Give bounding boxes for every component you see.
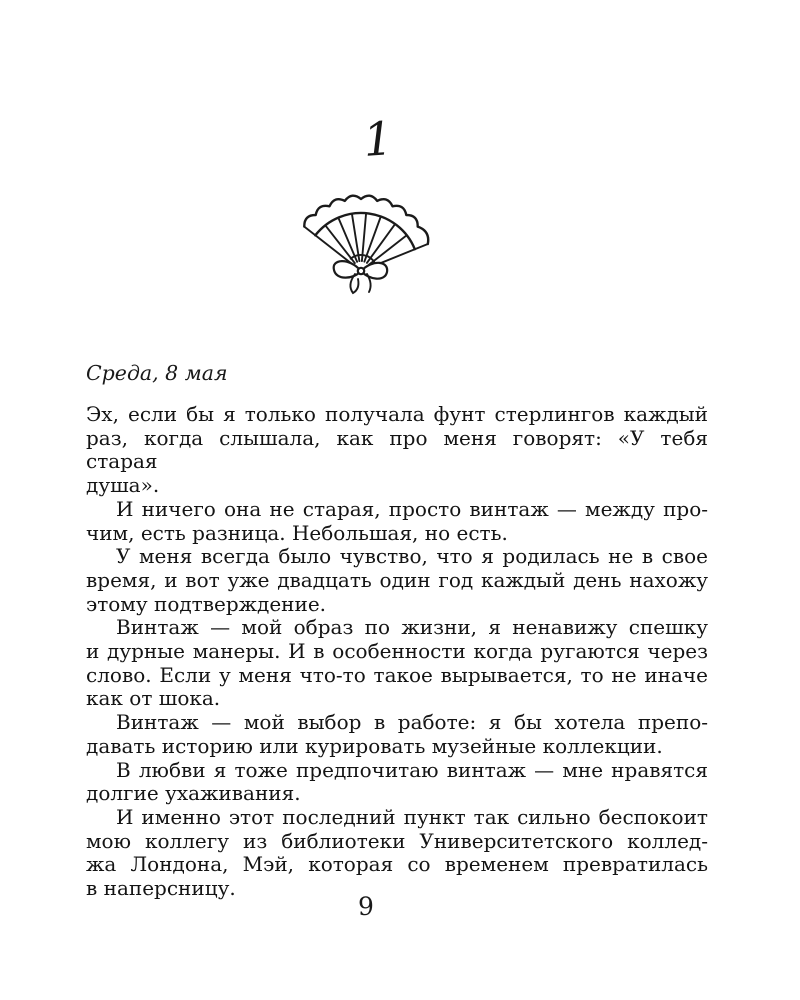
date-heading: Среда, 8 мая <box>86 361 228 385</box>
text-line: Винтаж — мой выбор в работе: я бы хотела препо- <box>116 710 708 735</box>
chapter-number: 1 <box>361 111 395 167</box>
text-line: и дурные манеры. И в особенности когда ругаются через <box>86 639 708 664</box>
text-line: долгие ухаживания. <box>86 781 301 806</box>
text-line: раз, когда слышала, как про меня говорят: «У тебя старая <box>86 425 708 474</box>
hand-fan-icon <box>297 185 447 305</box>
text-line: этому подтверждение. <box>86 591 327 616</box>
text-line: мою коллегу из библиотеки Университетского коллед- <box>86 828 708 853</box>
text-line: чим, есть разница. Небольшая, но есть. <box>86 520 508 545</box>
text-line: В любви я тоже предпочитаю винтаж — мне нравятся <box>116 757 708 782</box>
text-line: слово. Если у меня что-то такое вырывается, то не иначе <box>86 662 708 687</box>
text-line: Винтаж — мой образ по жизни, я ненавижу спешку <box>116 615 708 640</box>
text-line: как от шока. <box>86 686 221 711</box>
text-line: душа». <box>86 473 160 498</box>
text-line: жа Лондона, Мэй, которая со временем превратилась <box>86 852 708 877</box>
text-line: время, и вот уже двадцать один год каждый день нахожу <box>86 567 708 592</box>
text-line: И именно этот последний пункт так сильно беспокоит <box>116 804 708 829</box>
text-line: в наперсницу. <box>86 876 236 901</box>
body-text <box>86 403 708 901</box>
text-line: И ничего она не старая, просто винтаж — между про- <box>116 496 708 521</box>
text-line: Эх, если бы я только получала фунт стерлингов каждый <box>86 402 708 426</box>
text-line: давать историю или курировать музейные коллекции. <box>86 733 663 758</box>
page-number: 9 <box>358 892 374 921</box>
text-line: У меня всегда было чувство, что я родилась не в свое <box>116 544 708 569</box>
